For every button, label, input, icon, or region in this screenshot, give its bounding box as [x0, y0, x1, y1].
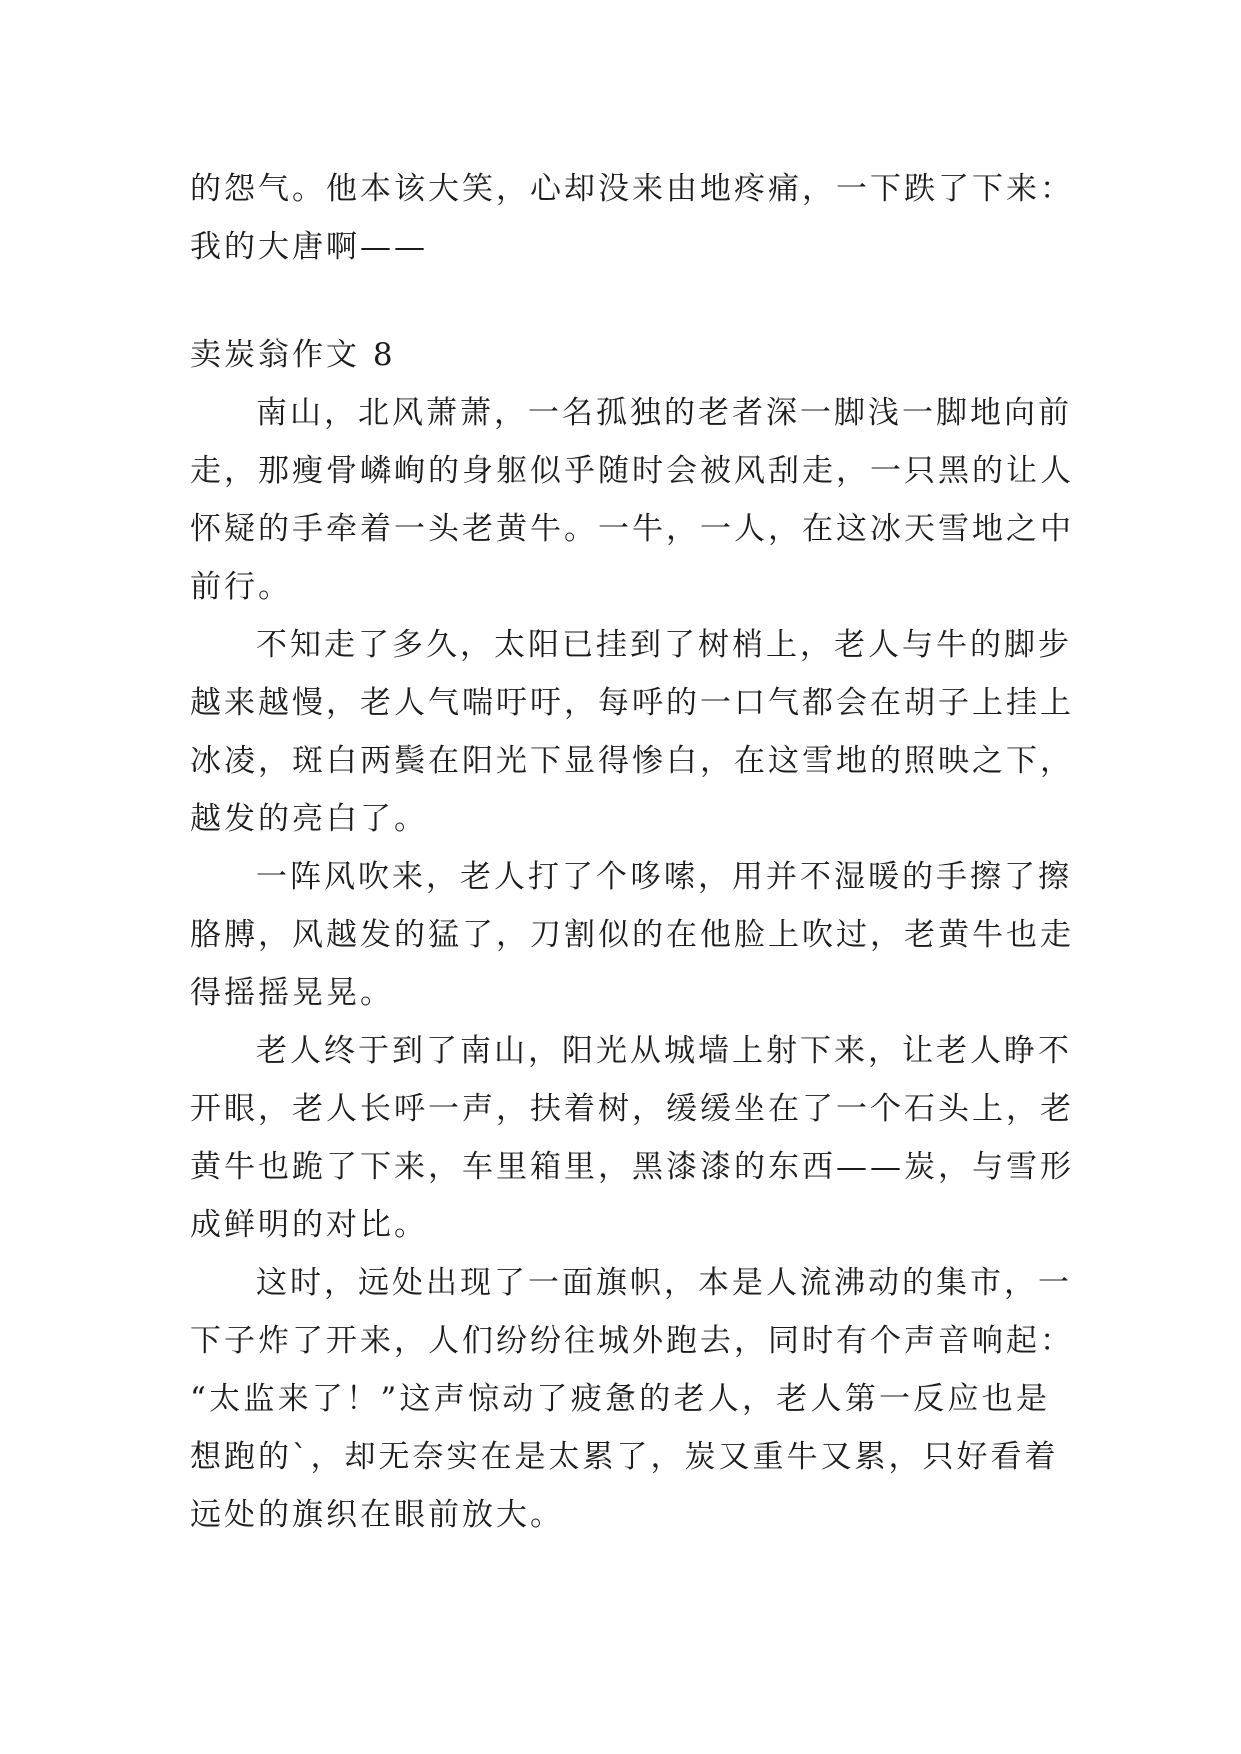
text-line: 怀疑的手牵着一头老黄牛。一牛，一人，在这冰天雪地之中 — [190, 511, 1074, 547]
text-line: 得摇摇晃晃。 — [190, 975, 394, 1011]
text-line: 前行。 — [190, 569, 292, 605]
text-line: “太监来了！”这声惊动了疲惫的老人，老人第一反应也是 — [190, 1381, 1050, 1417]
paragraph — [190, 1022, 1074, 1254]
text-line: 老人终于到了南山，阳光从城墙上射下来，让老人睁不 — [256, 1033, 1072, 1069]
text-line: 下子炸了开来，人们纷纷往城外跑去，同时有个声音响起： — [190, 1323, 1074, 1359]
section-spacer — [190, 276, 1050, 326]
text-line: 胳膊，风越发的猛了，刀割似的在他脸上吹过，老黄牛也走 — [190, 917, 1074, 953]
text-line: 我的大唐啊—— — [190, 229, 428, 265]
paragraph — [190, 616, 1074, 848]
text-line: 不知走了多久，太阳已挂到了树梢上，老人与牛的脚步 — [256, 627, 1072, 663]
text-line: 成鲜明的对比。 — [190, 1207, 428, 1243]
intro-paragraph — [190, 160, 1074, 276]
text-line: 这时，远处出现了一面旗帜，本是人流沸动的集市，一 — [256, 1265, 1072, 1301]
text-line: 想跑的`，却无奈实在是太累了，炭又重牛又累，只好看着 — [190, 1439, 1059, 1475]
section-heading: 卖炭翁作文 8 — [190, 337, 396, 373]
paragraph — [190, 848, 1074, 1022]
text-line: 冰凌，斑白两鬓在阳光下显得惨白，在这雪地的照映之下， — [190, 743, 1074, 779]
text-line: 一阵风吹来，老人打了个哆嗦，用并不湿暖的手擦了擦 — [256, 859, 1072, 895]
text-line: 越来越慢，老人气喘吁吁，每呼的一口气都会在胡子上挂上 — [190, 685, 1074, 721]
text-line: 走，那瘦骨嶙峋的身躯似乎随时会被风刮走，一只黑的让人 — [190, 453, 1074, 489]
text-line: 的怨气。他本该大笑，心却没来由地疼痛，一下跌了下来： — [190, 171, 1074, 207]
text-column — [190, 160, 1074, 1544]
paragraph — [190, 1254, 1074, 1544]
text-line: 南山，北风萧萧，一名孤独的老者深一脚浅一脚地向前 — [256, 395, 1072, 431]
paragraph — [190, 384, 1074, 616]
text-line: 越发的亮白了。 — [190, 801, 428, 837]
text-line: 开眼，老人长呼一声，扶着树，缓缓坐在了一个石头上，老 — [190, 1091, 1074, 1127]
text-line: 黄牛也跪了下来，车里箱里，黑漆漆的东西——炭，与雪形 — [190, 1149, 1074, 1185]
text-line: 远处的旗织在眼前放大。 — [190, 1497, 564, 1533]
